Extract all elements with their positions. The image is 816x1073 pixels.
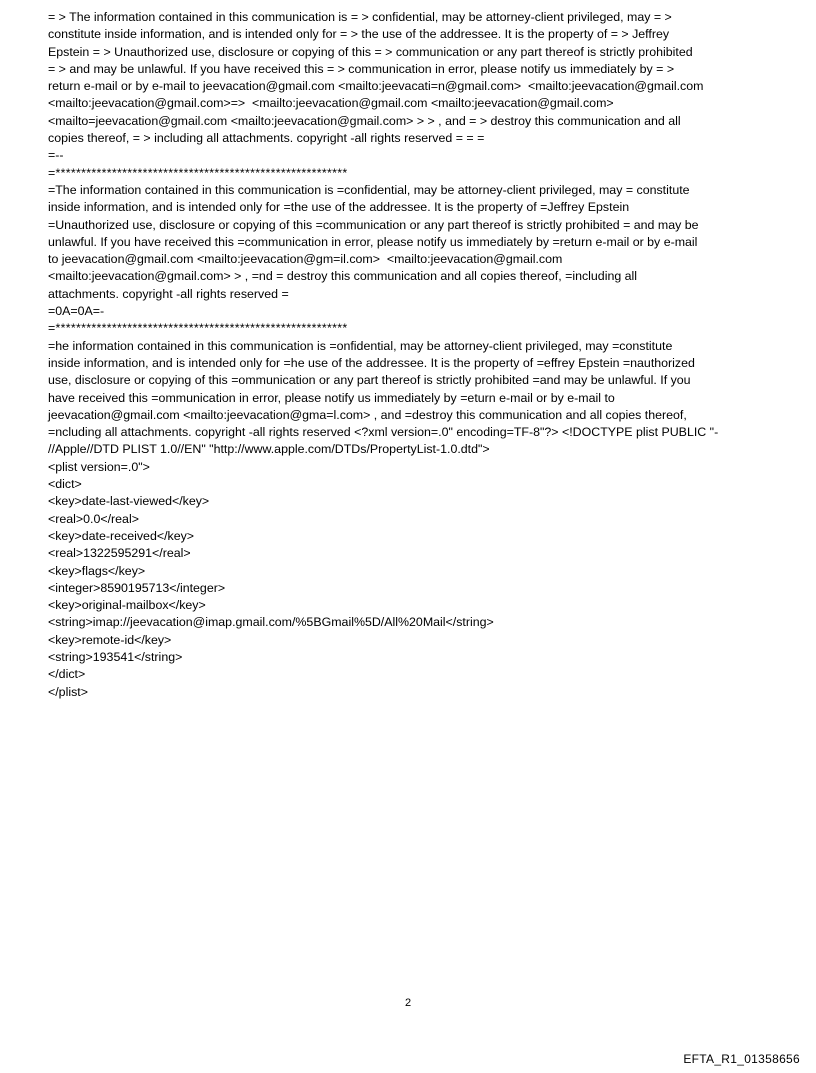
page-number: 2 (404, 997, 412, 1009)
text-line: to jeevacation@gmail.com <mailto:jeevacation@gm=il.com> <mailto:jeevacation@gmail.com (48, 252, 563, 267)
plist-entry: <key>date-last-viewed</key> (48, 494, 210, 509)
asterisk-divider: =********************************************************* (48, 165, 348, 180)
asterisk-divider: =********************************************************* (48, 321, 348, 336)
plist-entry: <real>0.0</real> (48, 511, 139, 526)
plist-open-tag: <plist version=.0"> (48, 459, 150, 474)
disclaimer-block-1 (48, 9, 784, 147)
plist-entry: <key>original-mailbox</key> (48, 598, 206, 613)
bates-number: EFTA_R1_01358656 (683, 1052, 800, 1066)
text-line: Epstein = > Unauthorized use, disclosure or copying of this = > communication or any part thereof is strictly prohibited (48, 44, 693, 59)
plist-close-tag: </plist> (48, 684, 88, 699)
separator-line: =0A=0A=- (48, 304, 105, 319)
plist-entry: <key>remote-id</key> (48, 632, 172, 647)
text-line: <mailto:jeevacation@gmail.com>=> <mailto:jeevacation@gmail.com <mailto:jeevacation@gmail.com> (48, 96, 614, 111)
text-line: unlawful. If you have received this =communication in error, please notify us immediately by =return e-mail or by e-mail (48, 234, 698, 249)
separator-line: =-- (48, 148, 64, 163)
disclaimer-block-3 (48, 338, 784, 459)
text-line: //Apple//DTD PLIST 1.0//EN" "http://www.apple.com/DTDs/PropertyList-1.0.dtd"> (48, 442, 490, 457)
text-line: = > and may be unlawful. If you have received this = > communication in error, please notify us immediately by = > (48, 61, 675, 76)
plist-block (48, 459, 784, 701)
document-body (48, 9, 784, 701)
plist-entry: <real>1322595291</real> (48, 546, 191, 561)
text-line: =The information contained in this communication is =confidential, may be attorney-client privileged, may = constitute (48, 182, 690, 197)
text-line: use, disclosure or copying of this =ommunication or any part thereof is strictly prohibited =and may be unlawful. If you (48, 373, 691, 388)
text-line: jeevacation@gmail.com <mailto:jeevacation@gma=l.com> , and =destroy this communication and all copies thereof, (48, 407, 687, 422)
text-line: =ncluding all attachments. copyright -all rights reserved <?xml version=.0" encoding=TF-8"?> <!DOCTYPE plist PUBLIC "- (48, 425, 719, 440)
text-line: return e-mail or by e-mail to jeevacation@gmail.com <mailto:jeevacati=n@gmail.com> <mailto:jeevacation@gmail.com (48, 79, 704, 94)
dict-open-tag: <dict> (48, 477, 82, 492)
plist-entry: <string>193541</string> (48, 649, 183, 664)
text-line: attachments. copyright -all rights reserved = (48, 286, 289, 301)
text-line: <mailto=jeevacation@gmail.com <mailto:jeevacation@gmail.com> > > , and = > destroy this communication and all (48, 113, 681, 128)
plist-entry: <integer>8590195713</integer> (48, 580, 226, 595)
plist-entry: <string>imap://jeevacation@imap.gmail.com/%5BGmail%5D/All%20Mail</string> (48, 615, 494, 630)
disclaimer-block-2 (48, 182, 784, 303)
plist-entry: <key>flags</key> (48, 563, 146, 578)
text-line: <mailto:jeevacation@gmail.com> > , =nd = destroy this communication and all copies thereof, =including all (48, 269, 638, 284)
text-line: inside information, and is intended only for =he use of the addressee. It is the property of =effrey Epstein =nauthorized (48, 355, 695, 370)
text-line: = > The information contained in this communication is = > confidential, may be attorney-client privileged, may = > (48, 10, 672, 24)
text-line: inside information, and is intended only for =the use of the addressee. It is the property of =Jeffrey Epstein (48, 200, 630, 215)
text-line: =he information contained in this communication is =onfidential, may be attorney-client privileged, may =constitute (48, 338, 673, 353)
text-line: =Unauthorized use, disclosure or copying of this =communication or any part thereof is strictly prohibited = and may be (48, 217, 699, 232)
text-line: constitute inside information, and is intended only for = > the use of the addressee. It is the property of = > Jeffrey (48, 27, 670, 42)
dict-close-tag: </dict> (48, 667, 86, 682)
text-line: copies thereof, = > including all attachments. copyright -all rights reserved = = = (48, 131, 485, 146)
text-line: have received this =ommunication in error, please notify us immediately by =eturn e-mail or by e-mail to (48, 390, 615, 405)
plist-entry: <key>date-received</key> (48, 528, 195, 543)
